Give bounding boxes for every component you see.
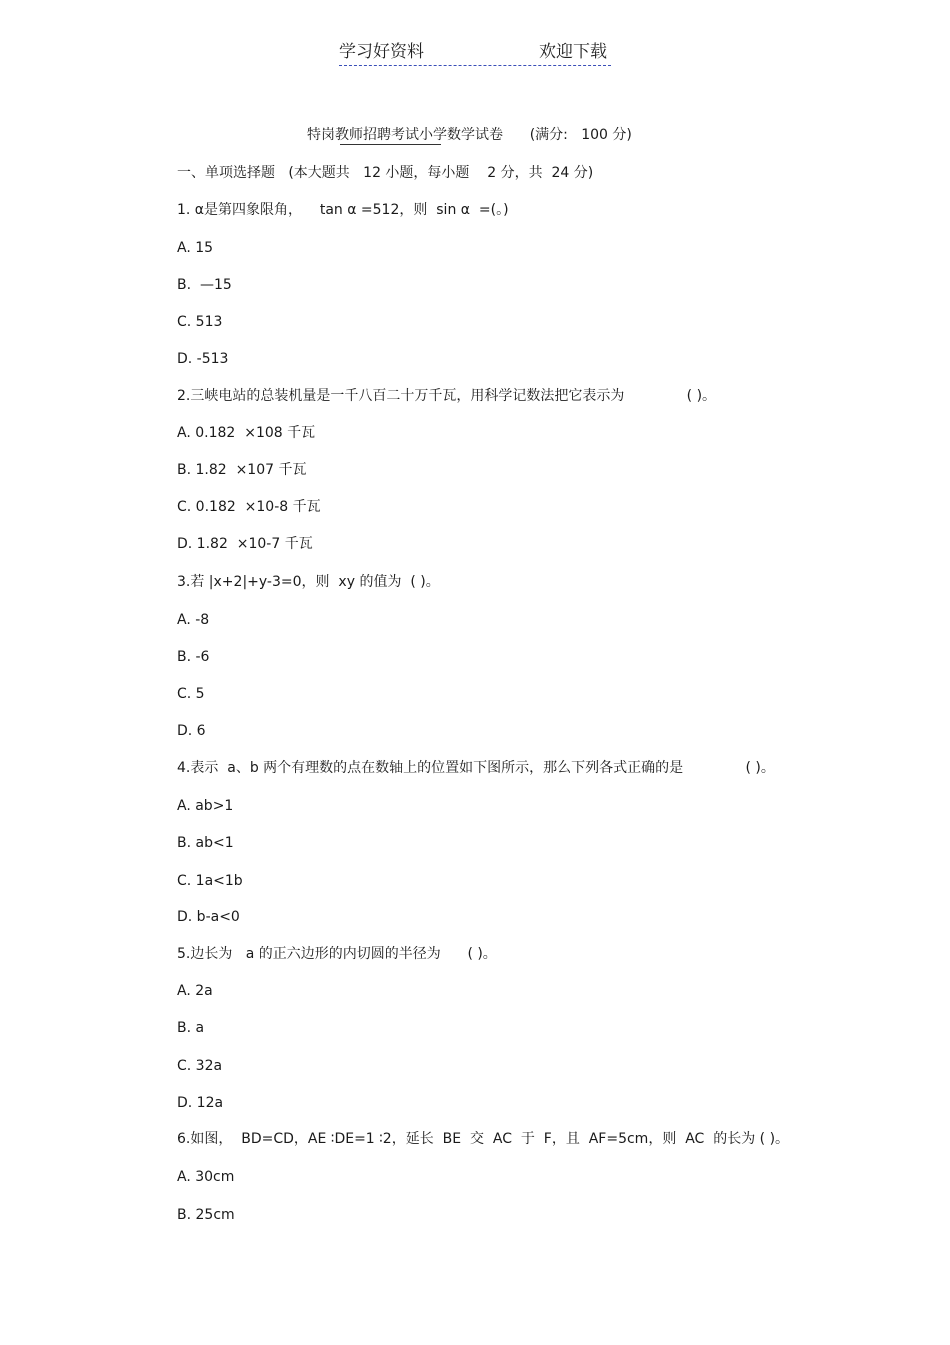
option-1a: A. 15 — [177, 240, 214, 256]
option-4c: C. 1a<1b — [177, 873, 243, 889]
option-2c: C. 0.182 ×10-8 千瓦 — [177, 499, 321, 515]
option-5b: B. a — [177, 1020, 205, 1036]
question-1: 1. α是第四象限角， tan α =512，则 sin α =(。) — [177, 202, 509, 218]
option-1d: D. -513 — [177, 351, 229, 367]
option-3a: A. -8 — [177, 612, 210, 628]
option-3b: B. -6 — [177, 649, 210, 665]
header-right-text: 欢迎下载 — [539, 42, 607, 62]
header-left-text: 学习好资料 — [339, 42, 424, 62]
option-5c: C. 32a — [177, 1058, 223, 1074]
option-5d: D. 12a — [177, 1095, 224, 1111]
option-1b: B. —15 — [177, 277, 232, 293]
page-header — [339, 40, 611, 66]
header-dashed-rule — [339, 65, 611, 66]
option-2d: D. 1.82 ×10-7 千瓦 — [177, 536, 313, 552]
option-1c: C. 513 — [177, 314, 223, 330]
option-4b: B. ab<1 — [177, 835, 234, 851]
question-2: 2.三峡电站的总装机量是一千八百二十万千瓦，用科学记数法把它表示为 ( )。 — [177, 388, 717, 404]
option-3d: D. 6 — [177, 723, 206, 739]
option-2a: A. 0.182 ×108 千瓦 — [177, 425, 316, 441]
section-heading: 一、单项选择题 (本大题共 12 小题，每小题 2 分，共 24 分) — [177, 165, 594, 181]
question-6: 6.如图， BD=CD，AE ∶DE=1 ∶2，延长 BE 交 AC 于 F，且 AF=5cm，则 AC 的长为 ( )。 — [177, 1131, 790, 1147]
option-2b: B. 1.82 ×107 千瓦 — [177, 462, 307, 478]
exam-title: 特岗教师招聘考试小学数学试卷 (满分: 100 分) — [307, 127, 632, 143]
option-4a: A. ab>1 — [177, 798, 234, 814]
option-6a: A. 30cm — [177, 1169, 235, 1185]
question-5: 5.边长为 a 的正六边形的内切圆的半径为 ( )。 — [177, 946, 497, 962]
option-6b: B. 25cm — [177, 1207, 235, 1223]
question-4: 4.表示 a、b 两个有理数的点在数轴上的位置如下图所示，那么下列各式正确的是 ( )。 — [177, 760, 775, 776]
question-3: 3.若 |x+2|+y-3=0，则 xy 的值为 ( )。 — [177, 574, 440, 590]
title-underline — [340, 144, 441, 145]
option-3c: C. 5 — [177, 686, 205, 702]
option-4d: D. b-a<0 — [177, 909, 240, 925]
option-5a: A. 2a — [177, 983, 213, 999]
